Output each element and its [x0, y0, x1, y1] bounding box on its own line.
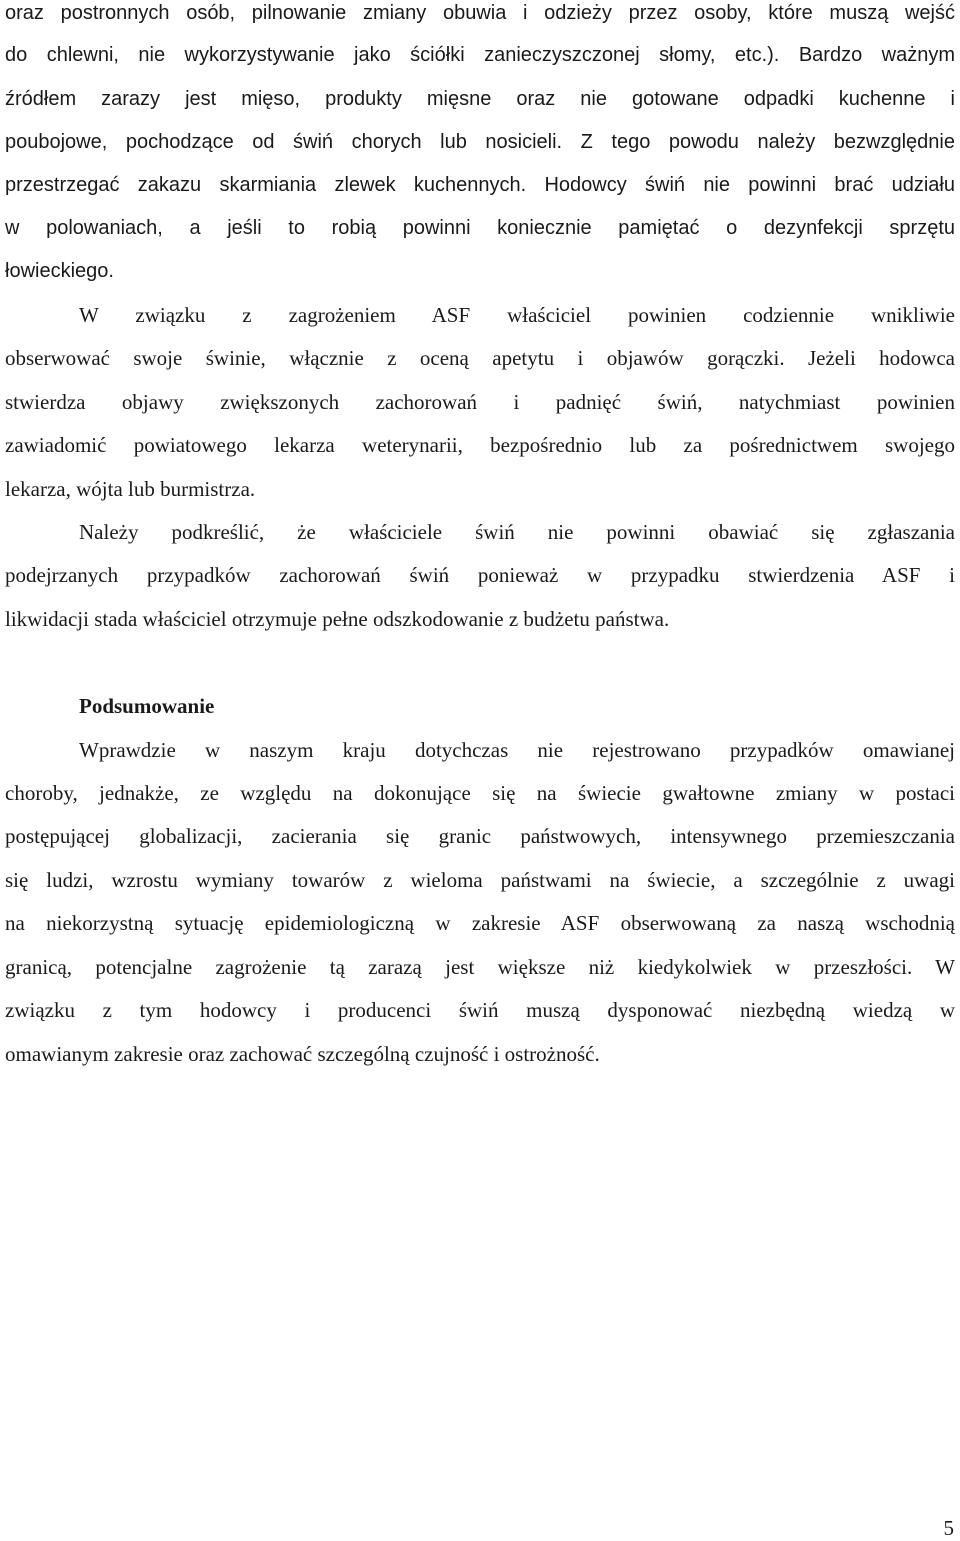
summary-line: postępującej globalizacji, zacierania się granic państwowych, intensywnego przemieszczania [5, 824, 955, 848]
body-line: do chlewni, nie wykorzystywanie jako ściółki zanieczyszczonej słomy, etc.). Bardzo ważnym [5, 44, 955, 66]
body-line: łowieckiego. [5, 260, 114, 282]
body-line: źródłem zarazy jest mięso, produkty mięsne oraz nie gotowane odpadki kuchenne i [5, 88, 955, 110]
body-line: stwierdza objawy zwiększonych zachorowań i padnięć świń, natychmiast powinien [5, 390, 955, 414]
body-line: oraz postronnych osób, pilnowanie zmiany obuwia i odzieży przez osoby, które muszą wejść [5, 2, 955, 24]
summary-line: choroby, jednakże, ze względu na dokonujące się na świecie gwałtowne zmiany w postaci [5, 781, 955, 805]
body-line: w polowaniach, a jeśli to robią powinni koniecznie pamiętać o dezynfekcji sprzętu [5, 217, 955, 239]
summary-line: omawianym zakresie oraz zachować szczególną czujność i ostrożność. [5, 1042, 600, 1066]
summary-line: na niekorzystną sytuację epidemiologiczną w zakresie ASF obserwowaną za naszą wschodnią [5, 911, 955, 935]
summary-line: się ludzi, wzrostu wymiany towarów z wieloma państwami na świecie, a szczególnie z uwagi [5, 868, 955, 892]
body-line: obserwować swoje świnie, włącznie z oceną apetytu i objawów gorączki. Jeżeli hodowca [5, 346, 955, 370]
page-number: 5 [943, 1516, 954, 1540]
body-line: likwidacji stada właściciel otrzymuje pełne odszkodowanie z budżetu państwa. [5, 607, 670, 631]
body-line: zawiadomić powiatowego lekarza weterynarii, bezpośrednio lub za pośrednictwem swojego [5, 433, 955, 457]
summary-line: Wprawdzie w naszym kraju dotychczas nie rejestrowano przypadków omawianej [79, 738, 955, 762]
body-line: lekarza, wójta lub burmistrza. [5, 477, 256, 501]
body-line: poubojowe, pochodzące od świń chorych lub nosicieli. Z tego powodu należy bezwzględnie [5, 131, 955, 153]
body-line: W związku z zagrożeniem ASF właściciel powinien codziennie wnikliwie [79, 303, 955, 327]
summary-line: związku z tym hodowcy i producenci świń muszą dysponować niezbędną wiedzą w [5, 998, 955, 1022]
body-line: podejrzanych przypadków zachorowań świń ponieważ w przypadku stwierdzenia ASF i [5, 563, 955, 587]
body-line: Należy podkreślić, że właściciele świń nie powinni obawiać się zgłaszania [79, 520, 955, 544]
section-heading: Podsumowanie [79, 694, 215, 718]
summary-line: granicą, potencjalne zagrożenie tą zarazą jest większe niż kiedykolwiek w przeszłości. W [5, 955, 955, 979]
body-line: przestrzegać zakazu skarmiania zlewek kuchennych. Hodowcy świń nie powinni brać udziału [5, 174, 955, 196]
